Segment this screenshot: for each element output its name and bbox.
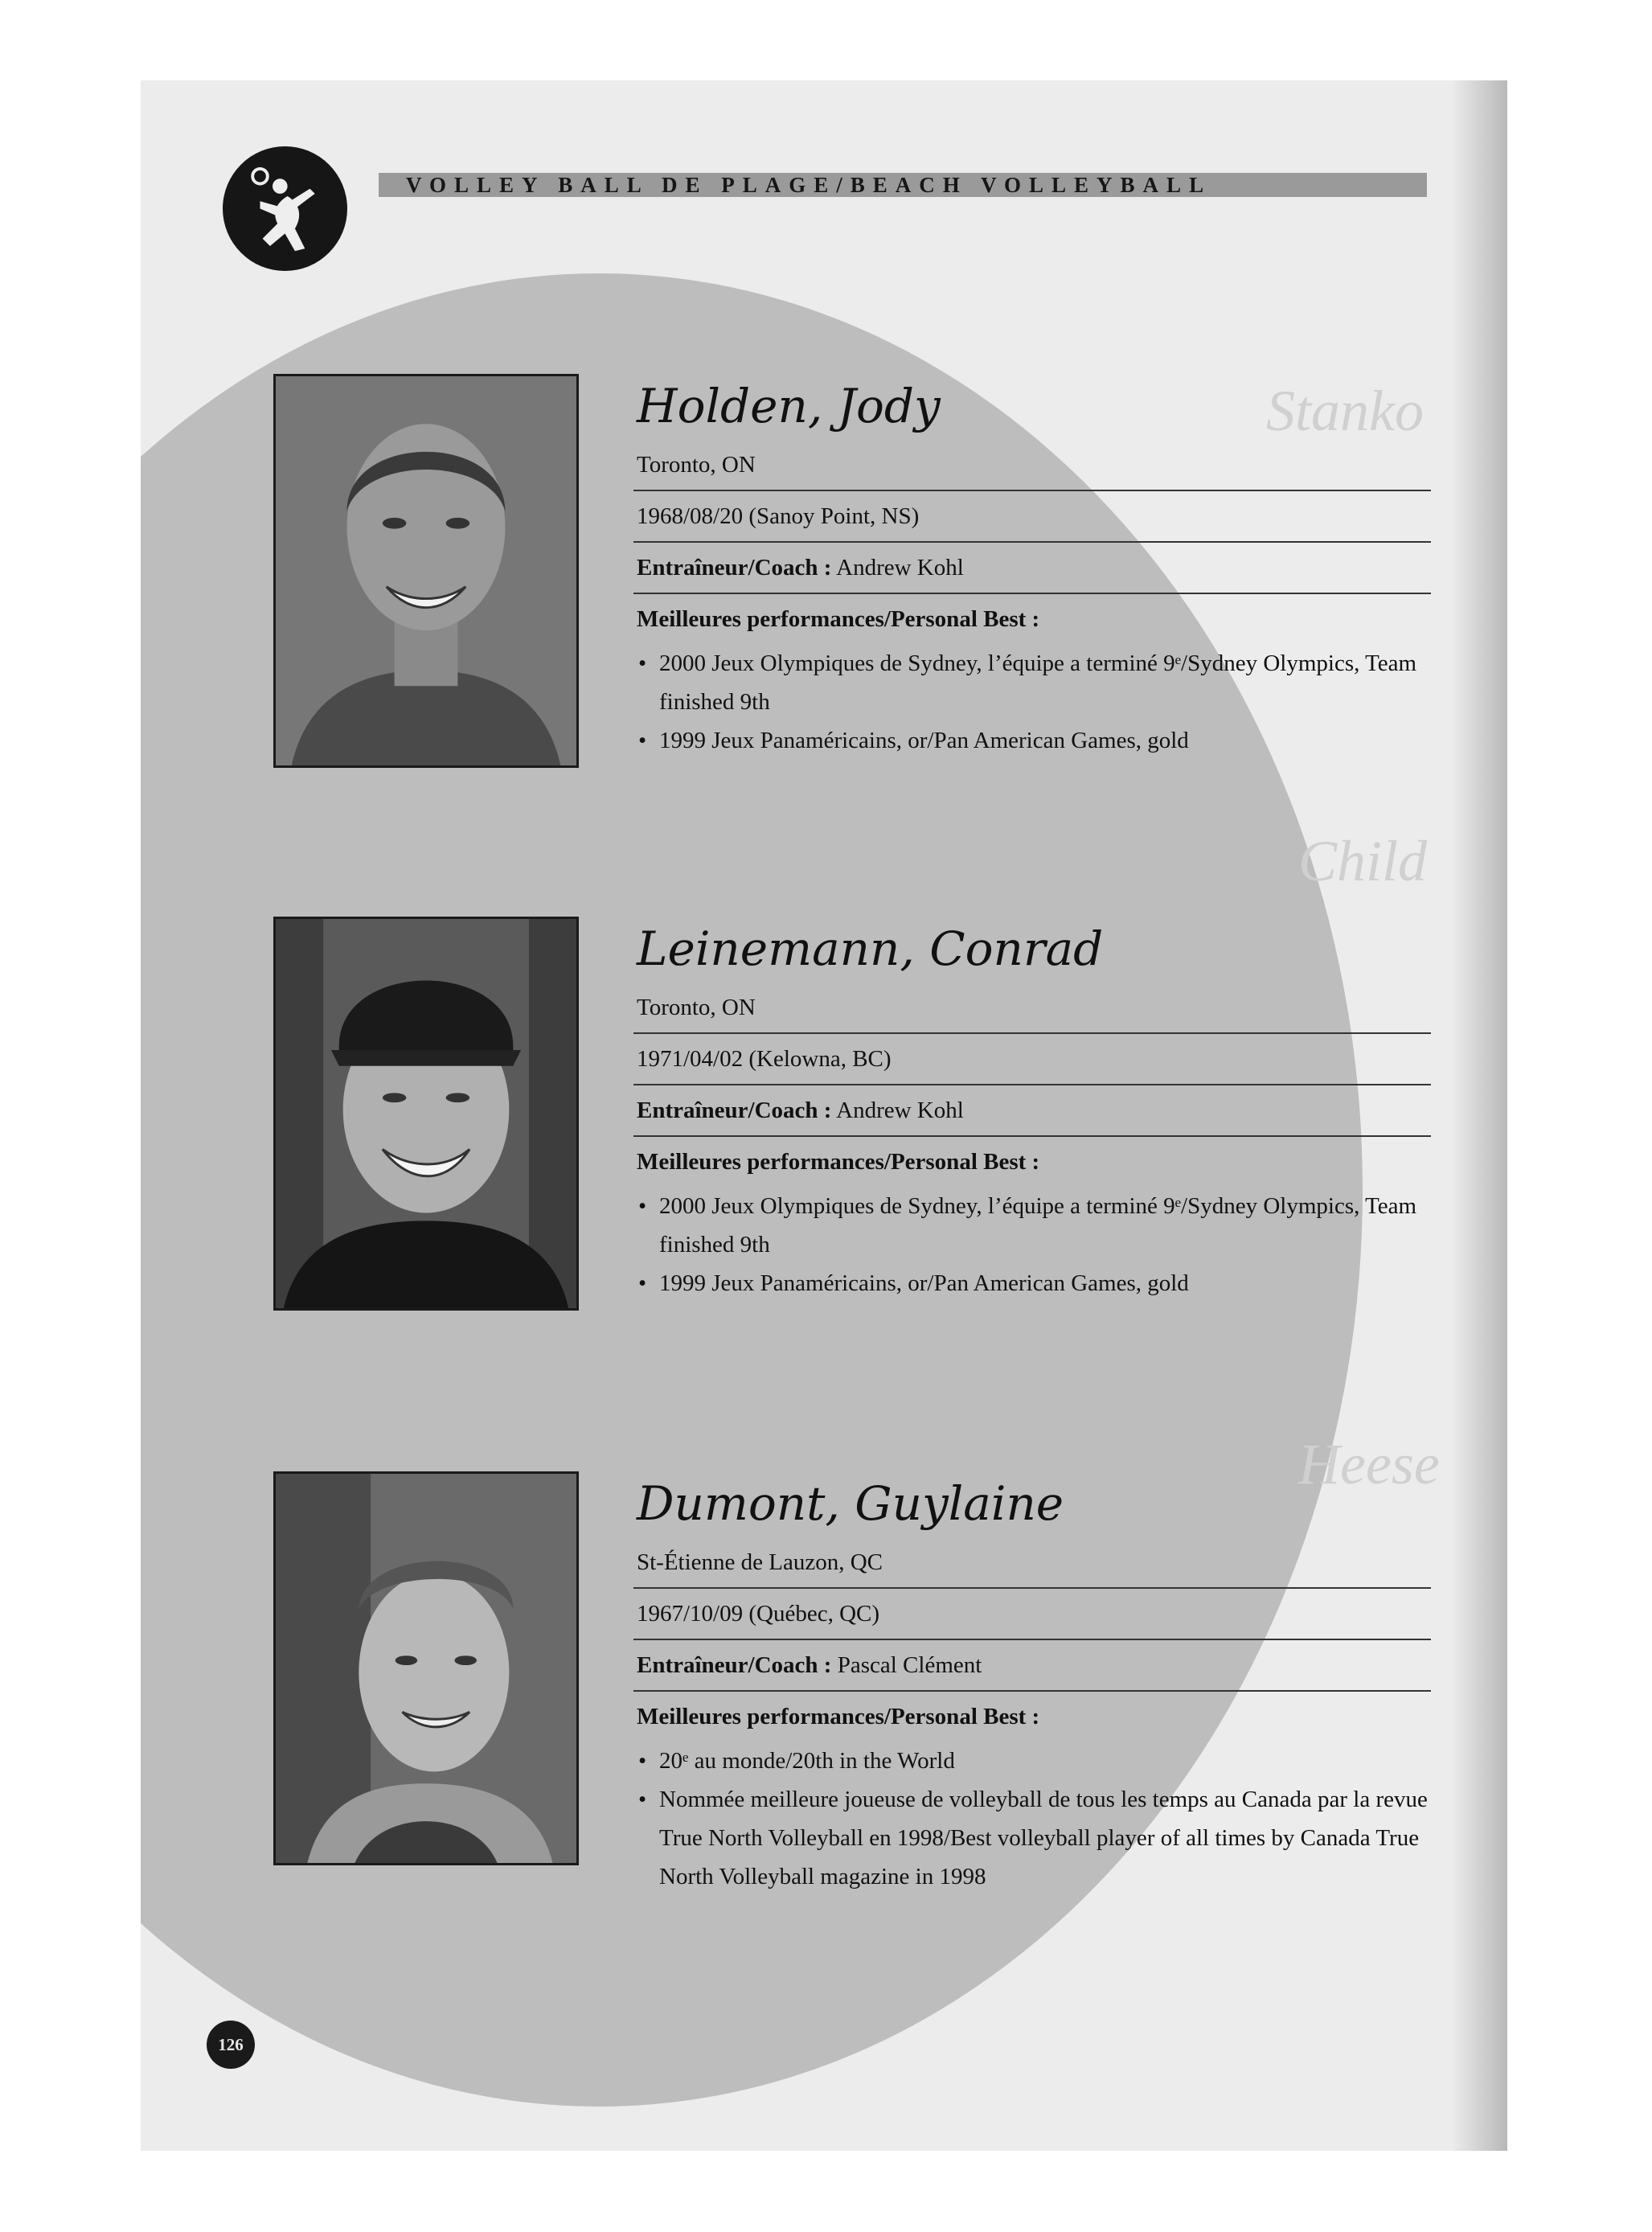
list-item: • 2000 Jeux Olympiques de Sydney, l’équipe a terminé 9ᵉ/Sydney Olympics, Team finished 9th — [637, 1187, 1431, 1264]
athlete-name: Leinemann, Conrad — [637, 921, 1104, 976]
athlete-name: Holden, Jody — [637, 379, 941, 433]
bleed-through-text: Stanko — [1266, 379, 1424, 443]
list-item: • 2000 Jeux Olympiques de Sydney, l’équipe a terminé 9ᵉ/Sydney Olympics, Team finished 9th — [637, 644, 1431, 721]
coach-label: Entraîneur/Coach : — [637, 555, 832, 581]
bleed-through-text: Child — [1298, 829, 1428, 893]
athlete-info — [633, 917, 1431, 1303]
coach-line — [633, 541, 1431, 593]
personal-best-list — [633, 644, 1431, 760]
page-number: 126 — [207, 2021, 255, 2069]
coach-line — [633, 1639, 1431, 1690]
personal-best-list — [633, 1187, 1431, 1303]
list-item: • 1999 Jeux Panaméricains, or/Pan American Games, gold — [637, 1264, 1431, 1303]
athlete-photo — [273, 1471, 579, 1865]
section-banner: VOLLEY BALL DE PLAGE/BEACH VOLLEYBALL — [379, 173, 1427, 197]
list-item: • 1999 Jeux Panaméricains, or/Pan American Games, gold — [637, 721, 1431, 760]
coach-label: Entraîneur/Coach : — [637, 1652, 832, 1678]
coach-label: Entraîneur/Coach : — [637, 1098, 832, 1123]
hometown: St-Étienne de Lauzon, QC — [637, 1549, 883, 1575]
list-item: • Nommée meilleure joueuse de volleyball de tous les temps au Canada par la revue True North Volleyball en 1998/Best volleyball player of all times by Canada True North Volleyball magazine in 1998 — [637, 1780, 1431, 1896]
personal-best-label: Meilleures performances/Personal Best : — [633, 1135, 1431, 1187]
coach-line — [633, 1084, 1431, 1135]
athlete-photo — [273, 917, 579, 1311]
coach-name: Pascal Clément — [837, 1652, 982, 1678]
list-item: • 20ᵉ au monde/20th in the World — [637, 1742, 1431, 1780]
bleed-through-text: Heese — [1298, 1432, 1440, 1496]
coach-name: Andrew Kohl — [836, 555, 964, 581]
personal-best-label: Meilleures performances/Personal Best : — [633, 1690, 1431, 1742]
athlete-photo — [273, 374, 579, 768]
hometown: Toronto, ON — [637, 995, 756, 1020]
hometown: Toronto, ON — [637, 452, 756, 478]
personal-best-list — [633, 1742, 1431, 1896]
coach-name: Andrew Kohl — [836, 1098, 964, 1123]
birth-date: 1971/04/02 (Kelowna, BC) — [633, 1032, 1431, 1084]
athlete-info — [633, 1471, 1431, 1896]
athlete-name: Dumont, Guylaine — [637, 1476, 1064, 1531]
page — [141, 80, 1507, 2151]
birth-date: 1968/08/20 (Sanoy Point, NS) — [633, 490, 1431, 541]
volleyball-player-icon — [223, 146, 347, 271]
personal-best-label: Meilleures performances/Personal Best : — [633, 593, 1431, 644]
birth-date: 1967/10/09 (Québec, QC) — [633, 1587, 1431, 1639]
athlete-info — [633, 374, 1431, 760]
page-edge-shadow — [1451, 80, 1507, 2151]
